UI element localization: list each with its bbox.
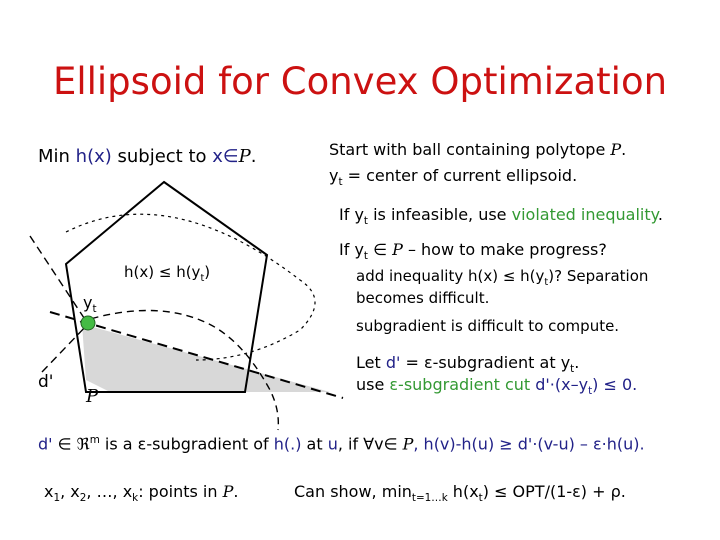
can-show-line: Can show, $\min_{t=1\dots k} h(x_t) \le OPT/(1-\varepsilon) + \rho$. xyxy=(294,482,626,505)
page-title: Ellipsoid for Convex Optimization xyxy=(52,60,668,103)
support-line xyxy=(30,236,88,324)
infeasible-line: If $y_t$ is infeasible, use violated inequality. xyxy=(339,205,663,228)
points-line: $x_1$, $x_2$, …, $x_k$: points in P. xyxy=(44,482,239,505)
label-d-prime: d' xyxy=(38,372,54,392)
progress-line: If $y_t$ ∈ P – how to make progress? xyxy=(339,240,607,263)
label-level-set: $h(x) \le h(y_t)$ xyxy=(124,263,211,284)
label-polytope-P: P xyxy=(86,386,99,407)
label-yt: $y_t$ xyxy=(83,293,97,316)
start-ball-line: Start with ball containing polytope P. xyxy=(329,140,627,159)
center-line: $y_t$ = center of current ellipsoid. xyxy=(329,166,578,189)
subgradient-difficult-line: subgradient is difficult to compute. xyxy=(356,317,620,335)
let-line: Let d' = ε-subgradient at $y_t$. xyxy=(356,353,580,376)
min-statement: Min h(x) subject to x∈P. xyxy=(38,146,257,167)
separation-difficult-line: becomes difficult. xyxy=(356,289,490,307)
center-point-yt xyxy=(81,316,95,330)
add-inequality-line: add inequality $h(x) \le h(y_t)$? Separation xyxy=(356,267,649,288)
definition-line: d' ∈ ℜ$^m$ is a ε-subgradient of h(.) at u, if ∀v∈ P, h(v)-h(u) ≥ d'·(v-u) – ε·h(u). xyxy=(38,434,645,454)
use-cut-line: use ε-subgradient cut $d'\cdot(x-y_t) \le 0$. xyxy=(356,375,638,398)
